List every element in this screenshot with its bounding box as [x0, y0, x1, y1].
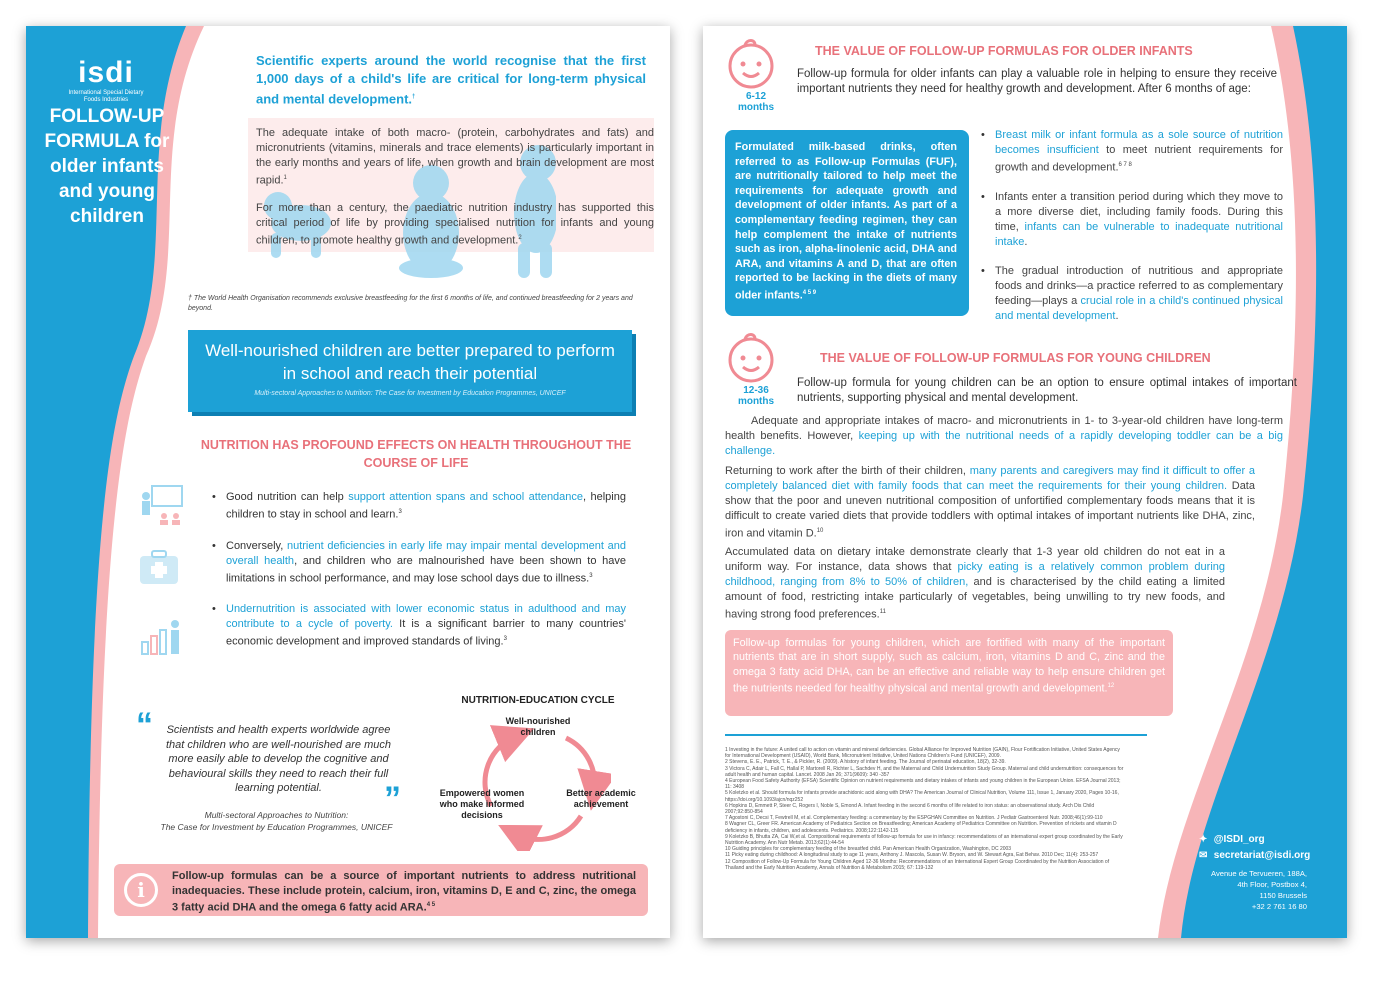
email-link[interactable]: ✉ secretariat@isdi.org [1199, 850, 1311, 861]
quote-text: Scientists and health experts worldwide agree that children who are well-nourished are much more easily able to develop the cognitive and behavioural skills they need to reach their full learning potential. [165, 724, 391, 795]
young-pink-box-text: Follow-up formulas for young children, which are fortified with many of the important nutrients that are in short supply, such as calcium, iron, vitamins D and C, zinc and the omega 3 fatty acid DHA, can be an effective and reliable way to help ensure children get the nutrients needed for healthy physical and mental growth and development.$^{12}$ [733, 637, 1165, 695]
medical-kit-icon [138, 548, 182, 588]
reference-item: 4 European Food Safety Authority (EFSA) Scientific Opinion on nutrient requirements and dietary intakes of infants and young children in the European Union. EFSA Journal 2013; 11: 3408 [725, 778, 1121, 791]
fuf-blue-box-text: Formulated milk-based drinks, often referred to as Follow-up Formulas (FUF), are nutritionally tailored to help meet the requirements for adequate growth and development of older infants. As part of a complementary feeding regimen, they can help complement the intake of nutrients such as iron, alpha-linolenic acid, DHA and ARA, and vitamins A and D, that are often reported to be lacking in the diets of many older infants.$^{4 5 9}$ [735, 141, 957, 302]
list-item: • Breast milk or infant formula as a sole source of nutrition becomes insufficient to meet nutrient requirements for growth and development.$^{6 7 8}$ [981, 128, 1283, 176]
young-paragraph-2: Returning to work after the birth of their children, many parents and caregivers may find it difficult to offer a completely balanced diet with family foods that can meet the requirements for their young children. Data show that the poor and uneven nutritional composition of unfortified complementary foods means that it is difficult to create varied diets that provide toddlers with optimal intakes of important nutrients like DHA, zinc, iron and vitamin D.$^{10}$ [725, 465, 1256, 540]
list-item: • The gradual introduction of nutritious and appropriate foods and drinks—a practice referred to as complementary feeding—plays a crucial role in a child's continued physical and mental development. [981, 264, 1283, 324]
older-infants-list [981, 128, 1283, 324]
reference-item: 10 Guiding principles for complementary feeding of the breastfed child. Pan American Health Organization, Washington, DC 2003 [725, 846, 1012, 853]
intro-heading: Scientific experts around the world recognise that the first 1,000 days of a child's life are critical for long-term physical and mental development.† [256, 53, 646, 107]
reference-item: 3 Victora C, Adair L, Fall C, Hallal P, Martorell R, Richter L, Sachdev H, and the Maternal and Child Undernutrition Study Group. Maternal and child undernutrition: consequences for adult health and human capital. Lancet. 2008 Jan 26; 371(9609): 340 -357 [725, 765, 1124, 778]
twitter-handle[interactable]: ✦ @ISDI_org [1199, 834, 1265, 845]
older-infants-intro: Follow-up formula for older infants can play a valuable role in helping to ensure they receive important nutrients they need for healthy growth and development. After 6 months of age: [797, 68, 1277, 95]
young-children-intro: Follow-up formula for young children can be an option to ensure optimal intakes of important nutrients, supporting physical and mental development. [797, 377, 1297, 404]
economy-chart-icon [140, 616, 184, 656]
cycle-node-achievement: Better academic achievement [566, 788, 636, 809]
info-box-text: Follow-up formulas can be a source of important nutrients to address nutritional inadequacies. These include protein, calcium, iron, vitamins D, E and C, zinc, the omega 3 fatty acid DHA and the omega 6 fatty acid ARA.$^{4 5}$ [172, 870, 636, 914]
young-pink-box [725, 630, 1173, 716]
reference-item: 11 Picky eating during childhood: A longitudinal study to age 11 years, Anthony J. Mascola, Susan W. Bryson, and W. Stewart Agra, Eat Behav. 2010 Dec; 11(4): 253-257 [725, 852, 1099, 859]
banner [188, 330, 632, 412]
right-page [703, 26, 1347, 938]
isdi-logo: isdi International Special Dietary Foods Industries [68, 56, 144, 103]
list-item: • Infants enter a transition period during which they move to a more diverse diet, including family foods. During this time, infants can be vulnerable to inadequate nutritional intake. [981, 190, 1283, 250]
mail-icon: ✉ [1199, 850, 1208, 861]
reference-item: 2 Stevens, E. E., Patrick, T. E., & Pickler, R. (2009). A history of infant feeding. The Journal of perinatal education, 18(2), 32-39. [725, 759, 1006, 766]
footnote: † The World Health Organisation recommends exclusive breastfeeding for the first 6 months of life, and continued breastfeeding for 2 years and beyond. [188, 295, 633, 312]
info-icon: i [124, 873, 158, 907]
teacher-icon [138, 482, 186, 526]
list-item: • Conversely, nutrient deficiencies in early life may impair mental development and overall health, and children who are malnourished have been shown to have limitations in school performance, and may lose school days due to illness.$^3$ [212, 539, 626, 587]
cycle-node-empowered-women: Empowered women who make informed decisions [439, 788, 525, 820]
effects-list [212, 490, 626, 650]
list-item: • Good nutrition can help support attention spans and school attendance, helping children to stay in school and learn.$^3$ [212, 490, 626, 523]
young-paragraph-1: Adequate and appropriate intakes of macro- and micronutrients in 1- to 3-year-old children have long-term health benefits. However, keeping up with the nutritional needs of a rapidly developing toddler can be a big challenge. [725, 415, 1283, 457]
reference-item: 1 Investing in the future: A united call to action on vitamin and mineral deficiencies. Global Alliance for Improved Nutrition (GAIN), Flour Fortification Initiative, United States Agency for International Development (USAID), World Bank, Micronutrient Initiative, United Nations Children's Fund (UNICEF), 2009. [725, 747, 1120, 760]
cycle-title: NUTRITION-EDUCATION CYCLE [461, 695, 615, 706]
reference-item: 8 Wagner CL, Greer FR. American Academy of Pediatrics Section on Breastfeeding; American Academy of Pediatrics Committee on Nutrition. Prevention of rickets and vitamin D deficiency in infants, children, and adolescents. Pediatrics. 2008;122:1142-115 [725, 821, 1117, 834]
banner-source: Multi-sectoral Approaches to Nutrition: The Case for Investment by Education Programmes, UNICEF [254, 390, 566, 397]
info-box [114, 864, 648, 916]
reference-item: 9 Koletzko B, Bhutta ZA, Cai W,et al. Compositional requirements of follow-up formula for use in infancy: recommendations of an international expert group coordinated by the Early Nutrition Academy. Ann Nutr Metab. 2013;62(1):44-54 [725, 833, 1123, 847]
open-quote-icon: “ [136, 706, 153, 744]
fuf-blue-box [725, 130, 969, 316]
left-page [26, 26, 670, 938]
quote-source: Multi-sectoral Approaches to Nutrition: The Case for Investment by Education Programmes, UNICEF [160, 810, 393, 832]
intro-paragraph-1: The adequate intake of both macro- (protein, carbohydrates and fats) and micronutrients (vitamins, minerals and trace elements) is particularly important in the early months and years of life, when growth and brain development are most rapid.$^1$ [256, 127, 654, 187]
cycle-node-well-nourished: Well-nourished children [505, 716, 571, 737]
list-item: • Undernutrition is associated with lower economic status in adulthood and may contribute to a cycle of poverty. It is a significant barrier to many countries' economic development and improved standards of living.$^3$ [212, 602, 626, 650]
age-label-6-12: 6-12 months [737, 91, 775, 113]
older-infants-heading: THE VALUE OF FOLLOW-UP FORMULAS FOR OLDER INFANTS [815, 44, 1193, 58]
section-heading: NUTRITION HAS PROFOUND EFFECTS ON HEALTH THROUGHOUT THE COURSE OF LIFE [200, 438, 632, 470]
intro-paragraph-2: For more than a century, the paediatric nutrition industry has supported this critical period of life by providing specialised nutrition for infants and young children, to promote healthy growth and development.$^2$ [256, 202, 654, 247]
young-children-heading: THE VALUE OF FOLLOW-UP FORMULAS FOR YOUNG CHILDREN [820, 351, 1211, 365]
baby-face-icon [725, 38, 777, 90]
close-quote-icon: ” [384, 780, 401, 818]
banner-title: Well-nourished children are better prepared to perform in school and reach their potential [205, 341, 615, 383]
twitter-icon: ✦ [1199, 834, 1208, 845]
reference-item: 7 Agostoni C, Decsi T, Fewtrell M, et al. Complementary feeding: a commentary by the ESPGHAN Committee on Nutrition. J Pediatr Gastroenterol Nutr. 2008;46(1):99-110 [725, 815, 1103, 822]
reference-item: 5 Koletzko et al. Should formula for infants provide arachidonic acid along with DHA? The American Journal of Clinical Nutrition, Volume 111, Issue 1, January 2020, Pages 10-16, https://doi.org/10.1093/ajcn/nqz252 [725, 790, 1119, 803]
sidebar-title: FOLLOW-UP FORMULA for older infants and young children [44, 106, 170, 227]
references-list [725, 747, 1125, 871]
reference-item: 12 Composition of Follow-Up Formula for Young Children Aged 12-36 Months: Recommendations of an International Expert Group Coordinated by the Nutrition Association of Thailand and the Early Nutrition Academy, Annals of Nutrition & Metabolism 2015; 67: 119-132 [725, 858, 1110, 871]
address-block: Avenue de Tervueren, 188A, 4th Floor, Postbox 4, 1150 Brussels +32 2 761 16 80 [1211, 869, 1307, 911]
toddler-face-icon [725, 332, 777, 384]
references-divider [725, 734, 1147, 736]
reference-item: 6 Hopkins D, Emmett P, Steer C, Rogers I, Noble S, Emond A. Infant feeding in the second 6 months of life related to iron status: an observational study. Arch Dis Child 2007;92:850-854 [725, 802, 1095, 816]
age-label-12-36: 12-36 months [737, 385, 775, 407]
young-paragraph-3: Accumulated data on dietary intake demonstrate clearly that 1-3 year old children do not eat in a uniform way. For instance, data shows that picky eating is a relatively common problem during childhood, ranging from 8% to 50% of children, and is characterised by the child eating a limited amount of food, restricting intake particularly of vegetables, being unwilling to try new foods, and having strong food preferences.$^{11}$ [725, 546, 1226, 621]
